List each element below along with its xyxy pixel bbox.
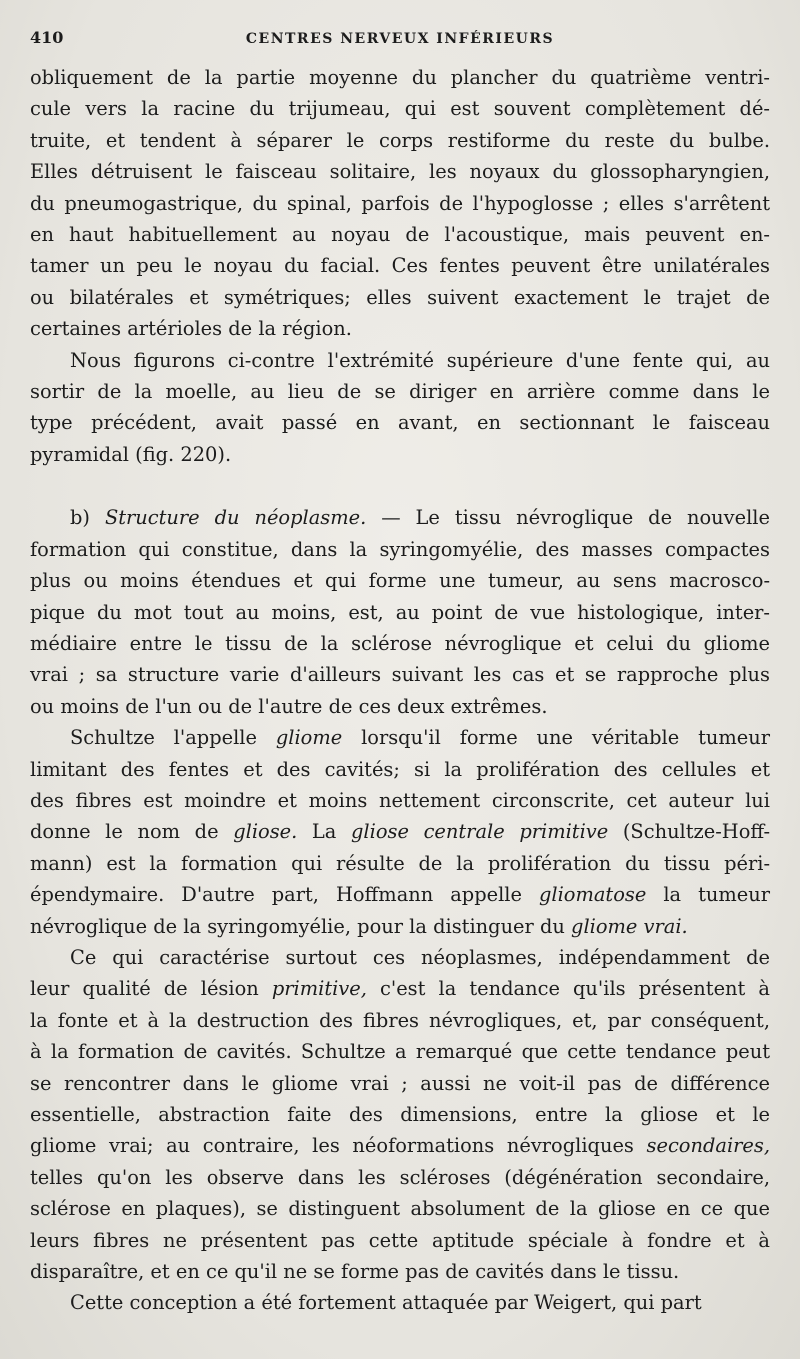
text-line: donne le nom de gliose. La gliose centrale primitive (Schultze-Hoff- <box>30 820 771 844</box>
paragraph-p2 <box>30 345 770 471</box>
text-line: mann) est la formation qui résulte de la prolifération du tissu péri- <box>30 851 770 875</box>
text-line: leurs fibres ne présentent pas cette aptitude spéciale à fondre et à <box>30 1228 770 1252</box>
text-line: tamer un peu le noyau du facial. Ces fentes peuvent être unilatérales <box>30 254 770 278</box>
text-line: truite, et tendent à séparer le corps restiforme du reste du bulbe. <box>30 128 770 152</box>
text-line: du pneumogastrique, du spinal, parfois de l'hypoglosse ; elles s'arrêtent <box>30 191 770 215</box>
text-line: essentielle, abstraction faite des dimensions, entre la gliose et le <box>30 1103 770 1126</box>
text-line: névroglique de la syringomyélie, pour la distinguer du gliome vrai. <box>30 914 688 938</box>
text-line: b) Structure du néoplasme. — Le tissu névroglique de nouvelle <box>70 506 770 530</box>
text-line: pique du mot tout au moins, est, au point de vue histologique, inter- <box>30 600 770 624</box>
text-line: gliome vrai; au contraire, les néoformations névrogliques secondaires, <box>30 1134 770 1158</box>
text-line: ou moins de l'un ou de l'autre de ces deux extrêmes. <box>30 694 548 718</box>
paragraph-p5 <box>30 942 770 1287</box>
text-line: des fibres est moindre et moins nettement circonscrite, cet auteur lui <box>30 788 770 812</box>
page-header <box>30 28 770 58</box>
text-line: certaines artérioles de la région. <box>30 317 352 341</box>
text-line: Cette conception a été fortement attaquée par Weigert, qui part <box>70 1291 702 1315</box>
text-line: épendymaire. D'autre part, Hoffmann appelle gliomatose la tumeur <box>30 883 770 907</box>
text-line: Schultze l'appelle gliome lorsqu'il forme une véritable tumeur <box>70 726 771 750</box>
paragraph-p3 <box>30 502 770 722</box>
text-line: disparaître, et en ce qu'il ne se forme pas de cavités dans le tissu. <box>30 1260 680 1284</box>
text-line: pyramidal (fig. 220). <box>30 442 232 466</box>
section-gap <box>30 470 770 502</box>
paragraph-p1 <box>30 62 770 345</box>
text-line: cule vers la racine du trijumeau, qui est souvent complètement dé- <box>30 97 770 121</box>
paragraph-p6 <box>30 1287 770 1318</box>
text-line: médiaire entre le tissu de la sclérose névroglique et celui du gliome <box>30 631 770 655</box>
text-line: obliquement de la partie moyenne du plancher du quatrième ventri- <box>30 66 770 89</box>
body-text <box>30 62 770 1319</box>
text-line: type précédent, avait passé en avant, en sectionnant le faisceau <box>30 411 770 435</box>
text-line: la fonte et à la destruction des fibres névrogliques, et, par conséquent, <box>30 1008 770 1032</box>
text-line: en haut habituellement au noyau de l'acoustique, mais peuvent en- <box>30 223 770 247</box>
text-line: telles qu'on les observe dans les scléroses (dégénération secondaire, <box>30 1165 770 1189</box>
text-line: leur qualité de lésion primitive, c'est la tendance qu'ils présentent à <box>30 977 770 1001</box>
text-line: ou bilatérales et symétriques; elles suivent exactement le trajet de <box>30 285 770 309</box>
text-line: sclérose en plaques), se distinguent absolument de la gliose en ce que <box>30 1197 770 1221</box>
paragraph-p4 <box>30 722 770 942</box>
running-head: CENTRES NERVEUX INFÉRIEURS <box>245 31 555 47</box>
page-number: 410 <box>30 28 64 47</box>
text-line: Ce qui caractérise surtout ces néoplasmes, indépendamment de <box>70 945 770 969</box>
text-line: limitant des fentes et des cavités; si la prolifération des cellules et <box>30 757 770 781</box>
text-line: vrai ; sa structure varie d'ailleurs suivant les cas et se rapproche plus <box>30 663 770 687</box>
text-line: sortir de la moelle, au lieu de se diriger en arrière comme dans le <box>30 380 770 404</box>
text-line: Nous figurons ci-contre l'extrémité supérieure d'une fente qui, au <box>70 348 770 372</box>
text-line: à la formation de cavités. Schultze a remarqué que cette tendance peut <box>30 1040 770 1064</box>
text-line: formation qui constitue, dans la syringomyélie, des masses compactes <box>30 537 770 561</box>
text-line: plus ou moins étendues et qui forme une tumeur, au sens macrosco- <box>30 569 770 593</box>
text-line: se rencontrer dans le gliome vrai ; aussi ne voit-il pas de différence <box>30 1071 770 1095</box>
text-line: Elles détruisent le faisceau solitaire, les noyaux du glossopharyngien, <box>30 160 770 184</box>
